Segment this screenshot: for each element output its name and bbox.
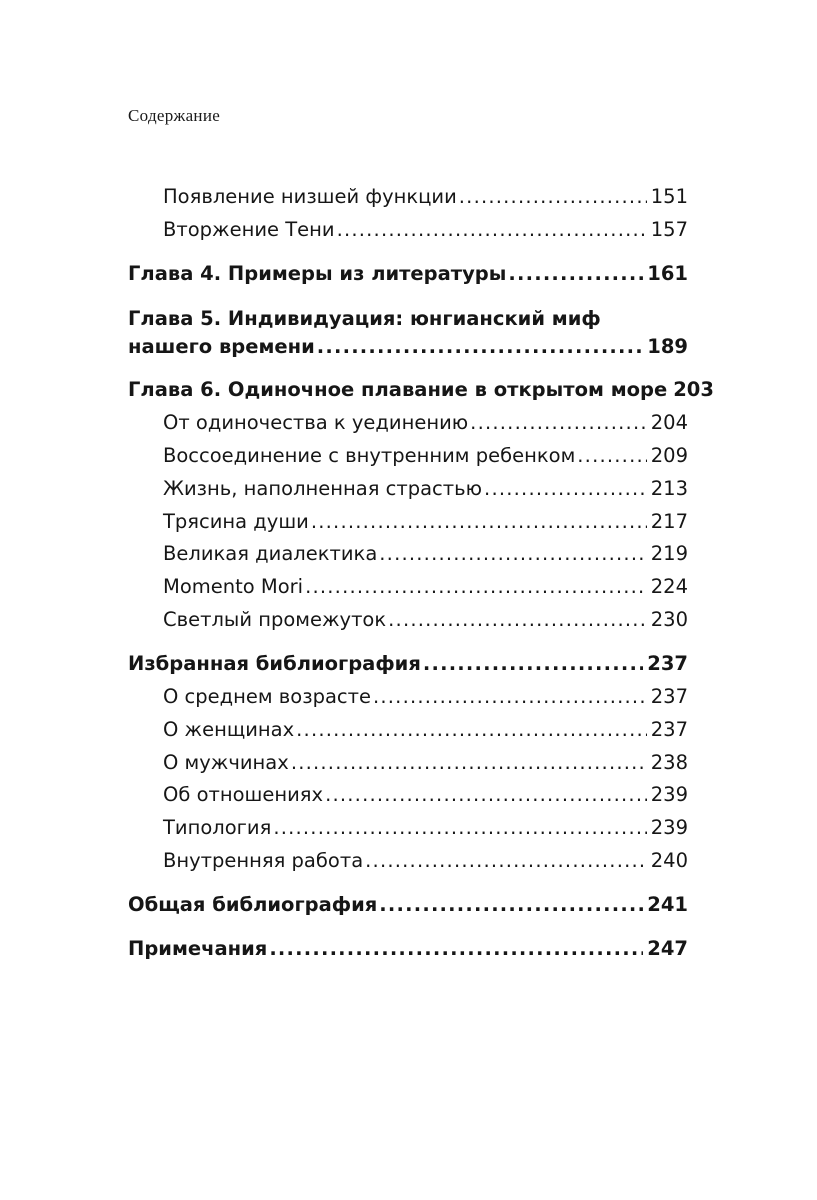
dot-leader xyxy=(325,782,647,807)
toc-entry-label: Трясина души xyxy=(163,510,309,533)
dot-leader xyxy=(388,607,647,632)
toc-entry-label: Глава 4. Примеры из литературы xyxy=(128,262,507,285)
toc-entry[interactable] xyxy=(163,410,688,435)
dot-leader xyxy=(577,443,646,468)
toc-entry-page: 203 xyxy=(673,378,714,401)
toc-entry-label-line1: Глава 5. Индивидуация: юнгианский миф xyxy=(128,307,601,330)
dot-leader xyxy=(373,684,647,709)
dot-leader xyxy=(459,184,647,209)
toc-entry[interactable] xyxy=(163,750,688,775)
dot-leader xyxy=(423,651,643,676)
toc-entry[interactable] xyxy=(163,848,688,873)
toc-entry-label: Появление низшей функции xyxy=(163,185,457,208)
toc-entry-label: Momento Mori xyxy=(163,575,304,598)
toc-entry[interactable] xyxy=(163,541,688,566)
toc-entry-label: Светлый промежуток xyxy=(163,608,387,631)
toc-entry-page: 217 xyxy=(650,510,688,533)
toc-entry[interactable] xyxy=(163,684,688,709)
toc-entry-page: 237 xyxy=(650,685,688,708)
toc-entry[interactable] xyxy=(163,509,688,534)
toc-entry-page: 237 xyxy=(647,652,688,675)
toc-entry[interactable] xyxy=(163,443,688,468)
toc-entry-page: 151 xyxy=(650,185,688,208)
toc-entry-page: 161 xyxy=(647,262,688,285)
toc-chapter-entry[interactable] xyxy=(128,261,688,286)
toc-entry-label: От одиночества к уединению xyxy=(163,411,469,434)
toc-entry-label: Внутренняя работа xyxy=(163,849,364,872)
toc-entry-page: 239 xyxy=(650,783,688,806)
toc-entry-label: Глава 6. Одиночное плавание в открытом море xyxy=(128,378,668,401)
toc-chapter-entry[interactable] xyxy=(128,377,714,402)
toc-entry-page: 204 xyxy=(650,411,688,434)
toc-entry-page: 241 xyxy=(647,893,688,916)
dot-leader xyxy=(273,815,646,840)
toc-chapter-entry[interactable] xyxy=(128,892,688,917)
dot-leader xyxy=(269,936,643,961)
toc-entry-label: Великая диалектика xyxy=(163,542,378,565)
dot-leader xyxy=(305,574,647,599)
toc-entry-label: О мужчинах xyxy=(163,751,289,774)
toc-entry-label: нашего времени xyxy=(128,335,315,358)
toc-entry[interactable] xyxy=(163,476,688,501)
toc-entry-page: 157 xyxy=(650,218,688,241)
toc-entry[interactable] xyxy=(163,184,688,209)
toc-entry-label: Об отношениях xyxy=(163,783,324,806)
toc-entry-label: Жизнь, наполненная страстью xyxy=(163,477,483,500)
toc-entry-page: 247 xyxy=(647,937,688,960)
toc-entry-page: 213 xyxy=(650,477,688,500)
toc-entry[interactable] xyxy=(163,815,688,840)
toc-entry-page: 230 xyxy=(650,608,688,631)
toc-entry-page: 224 xyxy=(650,575,688,598)
toc-chapter-entry[interactable] xyxy=(128,936,688,961)
dot-leader xyxy=(470,410,647,435)
toc-entry-label: Типология xyxy=(163,816,272,839)
toc-entry-label: Воссоединение с внутренним ребенком xyxy=(163,444,576,467)
dot-leader xyxy=(291,750,647,775)
toc-entry-page: 240 xyxy=(650,849,688,872)
toc-entry-label: О среднем возрасте xyxy=(163,685,371,708)
dot-leader xyxy=(484,476,647,501)
dot-leader xyxy=(296,717,647,742)
toc-entry[interactable] xyxy=(163,782,688,807)
toc-entry-label: Примечания xyxy=(128,937,268,960)
toc-chapter-entry[interactable] xyxy=(128,651,688,676)
toc-entry[interactable] xyxy=(163,574,688,599)
dot-leader xyxy=(508,261,643,286)
dot-leader xyxy=(337,217,647,242)
toc-entry[interactable] xyxy=(163,607,688,632)
dot-leader xyxy=(365,848,647,873)
toc-entry-page: 219 xyxy=(650,542,688,565)
toc-entry[interactable] xyxy=(163,217,688,242)
toc-entry-label: Избранная библиография xyxy=(128,652,421,675)
toc-entry-page: 237 xyxy=(650,718,688,741)
dot-leader xyxy=(311,509,647,534)
dot-leader xyxy=(379,541,646,566)
dot-leader xyxy=(317,334,644,359)
toc-entry-page: 238 xyxy=(650,751,688,774)
toc-entry-page: 239 xyxy=(650,816,688,839)
toc-entry-page: 189 xyxy=(647,335,688,358)
toc-entry-label: Вторжение Тени xyxy=(163,218,335,241)
toc-entry-page: 209 xyxy=(650,444,688,467)
running-head: Содержание xyxy=(128,106,221,125)
toc-entry-label: Общая библиография xyxy=(128,893,378,916)
toc-entry-label: О женщинах xyxy=(163,718,295,741)
toc-chapter-entry[interactable] xyxy=(128,334,688,359)
dot-leader xyxy=(379,892,643,917)
toc-entry[interactable] xyxy=(163,717,688,742)
